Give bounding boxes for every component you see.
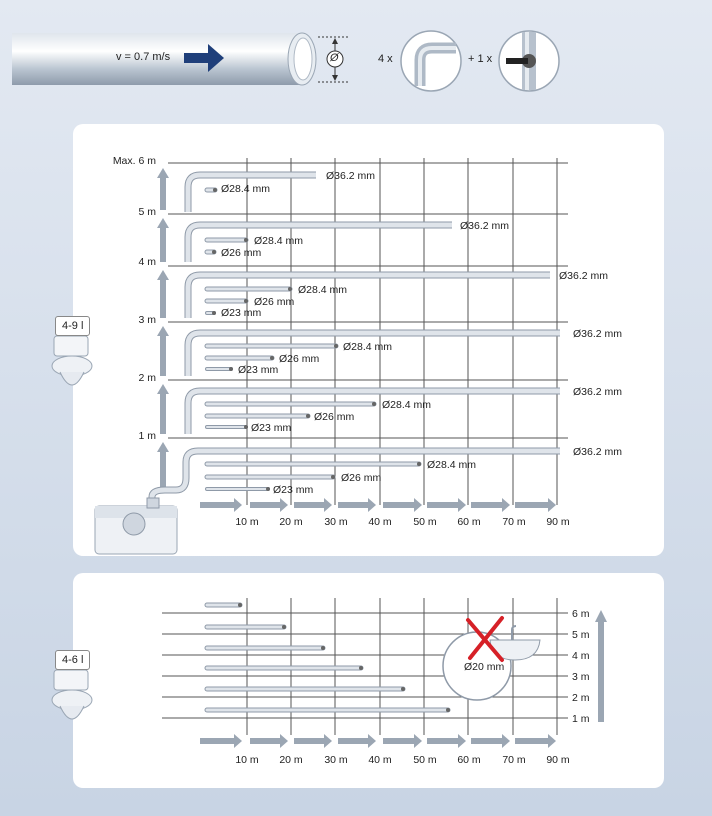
pipe-label-r5-28: Ø28.4 mm <box>254 235 304 247</box>
bottom-y-label-2: 2 m <box>572 692 590 704</box>
pipe-label-r3-28: Ø28.4 mm <box>343 341 393 353</box>
pipe-label-r4-23: Ø23 mm <box>221 307 262 319</box>
elbow-count-label: 4 x <box>378 53 393 65</box>
pipe-label-r3-23: Ø23 mm <box>238 364 279 376</box>
pipe-label-r1-23: Ø23 mm <box>273 484 314 496</box>
pipe-20mm-end <box>282 625 286 629</box>
velocity-label: v = 0.7 m/s <box>116 51 171 63</box>
toilet-tank <box>54 670 88 690</box>
pipe-20mm-end <box>238 603 242 607</box>
bottom-x-label-70: 70 m <box>502 754 526 766</box>
distance-arrow-head <box>368 734 376 748</box>
pipe-label-r5-26: Ø26 mm <box>221 247 262 259</box>
distance-arrow-head <box>324 734 332 748</box>
distance-arrow-shaft <box>383 738 414 744</box>
bottom-y-label-6: 6 m <box>572 608 590 620</box>
bottom-x-label-30: 30 m <box>324 754 348 766</box>
pipe-label-r3-26: Ø26 mm <box>279 353 320 365</box>
bottom-x-label-50: 50 m <box>413 754 437 766</box>
pipe-label-r6-28: Ø28.4 mm <box>221 183 271 195</box>
bottom-y-label-1: 1 m <box>572 713 590 725</box>
pipe-label-r1-26: Ø26 mm <box>341 472 382 484</box>
pipe-label-r4-26: Ø26 mm <box>254 296 295 308</box>
distance-arrow-shaft <box>338 738 368 744</box>
pipe-label-r6-36: Ø36.2 mm <box>326 170 376 182</box>
top-y-label-1: 1 m <box>138 430 156 442</box>
bottom-x-label-60: 60 m <box>457 754 481 766</box>
top-y-label-5: 5 m <box>138 206 156 218</box>
pipe-20mm-end <box>446 708 450 712</box>
pipe-20mm-end <box>401 687 405 691</box>
top-y-label-2: 2 m <box>138 372 156 384</box>
distance-arrow-shaft <box>471 738 502 744</box>
top-x-label-10: 10 m <box>235 516 259 528</box>
bottom-x-label-90: 90 m <box>546 754 570 766</box>
height-arrow-head <box>595 610 607 622</box>
diameter-symbol: Ø <box>330 52 339 64</box>
top-x-label-40: 40 m <box>368 516 392 528</box>
bottom-x-label-10: 10 m <box>235 754 259 766</box>
top-x-label-20: 20 m <box>279 516 303 528</box>
valve-count-label: + 1 x <box>468 53 493 65</box>
toilet-base <box>60 706 84 719</box>
top-x-label-90: 90 m <box>546 516 570 528</box>
pipe-label-r4-28: Ø28.4 mm <box>298 284 348 296</box>
pipe-label-r2-26: Ø26 mm <box>314 411 355 423</box>
pipe-label-r5-36: Ø36.2 mm <box>460 220 510 232</box>
bottom-x-label-40: 40 m <box>368 754 392 766</box>
pipe-label-r3-36: Ø36.2 mm <box>573 328 623 340</box>
top-volume-label: 4-9 l <box>55 316 90 336</box>
pipe-20mm-end <box>321 646 325 650</box>
distance-arrow-head <box>502 734 510 748</box>
top-y-label-6: Max. 6 m <box>112 155 156 167</box>
distance-arrow-shaft <box>250 738 280 744</box>
distance-arrow-head <box>548 734 556 748</box>
distance-arrow-shaft <box>200 738 234 744</box>
bottom-x-label-20: 20 m <box>279 754 303 766</box>
bottom-y-label-4: 4 m <box>572 650 590 662</box>
faucet-icon <box>512 626 516 640</box>
top-x-label-70: 70 m <box>502 516 526 528</box>
distance-arrow-head <box>280 734 288 748</box>
top-x-label-30: 30 m <box>324 516 348 528</box>
pipe-20mm-end <box>359 666 363 670</box>
top-y-label-4: 4 m <box>138 256 156 268</box>
distance-arrow-head <box>458 734 466 748</box>
pipe-label-r2-23: Ø23 mm <box>251 422 292 434</box>
pipe-label-r1-28: Ø28.4 mm <box>427 459 477 471</box>
pipe-label-r2-28: Ø28.4 mm <box>382 399 432 411</box>
distance-arrow-head <box>414 734 422 748</box>
bottom-y-label-5: 5 m <box>572 629 590 641</box>
top-y-label-3: 3 m <box>138 314 156 326</box>
distance-arrow-head <box>234 734 242 748</box>
circle-diameter-label: Ø20 mm <box>464 661 505 673</box>
distance-arrow-shaft <box>427 738 458 744</box>
pipe-label-r4-36: Ø36.2 mm <box>559 270 609 282</box>
top-x-label-50: 50 m <box>413 516 437 528</box>
bottom-y-label-3: 3 m <box>572 671 590 683</box>
bottom-volume-label: 4-6 l <box>55 650 90 670</box>
pipe-label-r2-36: Ø36.2 mm <box>573 386 623 398</box>
distance-arrow-shaft <box>294 738 324 744</box>
pipe-label-r1-36: Ø36.2 mm <box>573 446 623 458</box>
height-arrow-shaft <box>598 622 604 722</box>
top-x-label-60: 60 m <box>457 516 481 528</box>
distance-arrow-shaft <box>515 738 548 744</box>
